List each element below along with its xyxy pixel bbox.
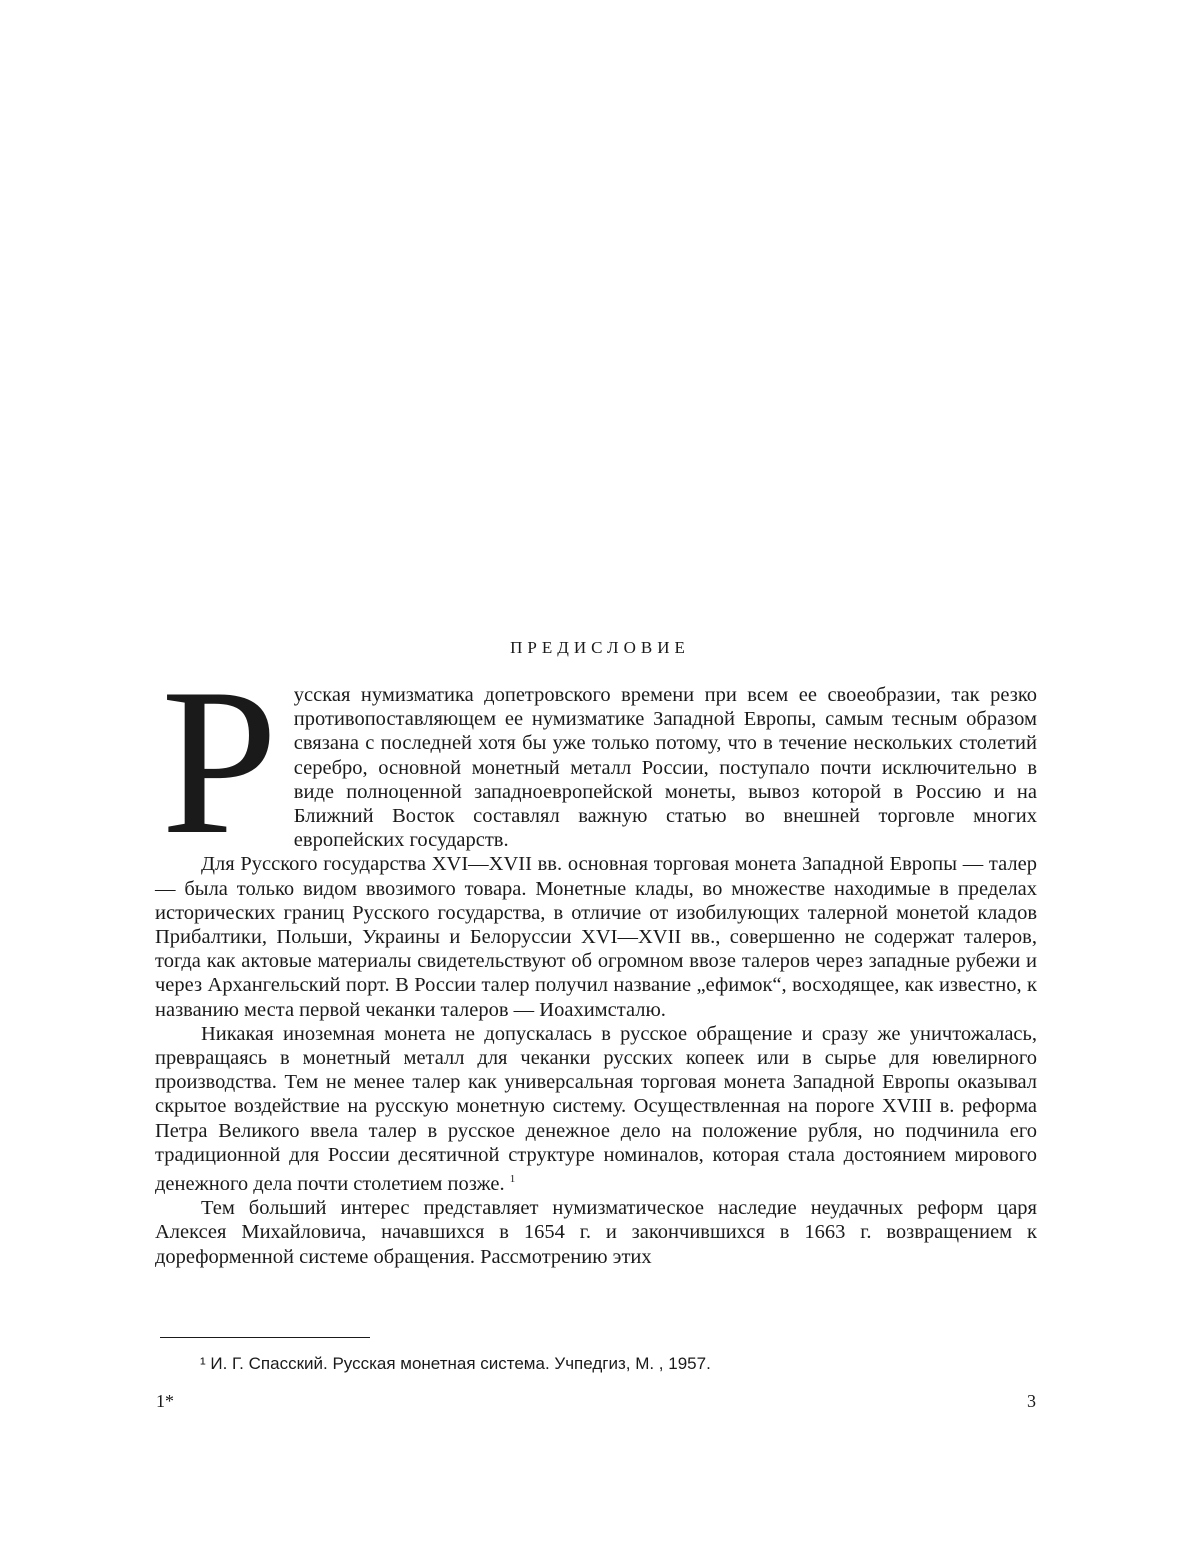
footnote: ¹ И. Г. Спасский. Русская монетная система. Учпедгиз, М. , 1957.: [200, 1354, 711, 1373]
paragraph-2: Для Русского государства XVI—XVII вв. основная торговая монета Западной Европы — талер — была только видом ввозимого товара. Монетные клады, во множестве находимые в пределах исторических границ Русского государства, в отличие от изобилующих талерной монетой кладов Прибалтики, Польши, Украины и Белоруссии XVI—XVII вв., совершенно не содержат талеров, тогда как актовые материалы свидетельствуют об огромном ввозе талеров через западные рубежи и через Архангельский порт. В России талер получил название „ефимок“, восходящее, как известно, к названию места первой чеканки талеров — Иоахимсталю.: [155, 853, 1037, 1021]
paragraph-1-text: усская нумизматика допетровского времени при всем ее своеобразии, так резко противопоставляющем ее нумизматике Западной Европы, самым тесным образом связана с последней хотя бы уже только потому, что в течение нескольких столетий серебро, основной монетный металл России, поступало почти исключительно в виде полноценной западноевропейской монеты, вывоз которой в Россию и на Ближний Восток составлял важную статью во внешней торговле многих европейских государств.: [293, 684, 1037, 852]
paragraph-3: [155, 1022, 1037, 1196]
paragraph-4: Тем больший интерес представляет нумизматическое наследие неудачных реформ царя Алексея Михайловича, начавшихся в 1654 г. и закончившихся в 1663 г. возвращением к дореформенной системе обращения. Рассмотрению этих: [155, 1197, 1037, 1268]
footnote-marker: 1: [509, 1173, 516, 1186]
page-number: 3: [1027, 1391, 1036, 1411]
footnote-divider: [160, 1337, 370, 1338]
drop-cap: Р: [161, 646, 278, 878]
paragraph-3-text: Никакая иноземная монета не допускалась в русское обращение и сразу же уничтожалась, превращаясь в монетный металл для чеканки русских копеек или в сырье для ювелирного производства. Тем не менее талер как универсальная торговая монета Западной Европы оказывал скрытое воздействие на русскую монетную систему. Осуществленная на пороге XVIII в. реформа Петра Великого ввела талер в русское денежное дело на положение рубля, но подчинила его традиционной для России десятичной структуре номиналов, которая стала достоянием мирового денежного дела почти столетием позже.: [155, 1022, 1037, 1195]
printer-signature: 1*: [156, 1391, 174, 1411]
page-title: ПРЕДИСЛОВИЕ: [510, 638, 690, 657]
